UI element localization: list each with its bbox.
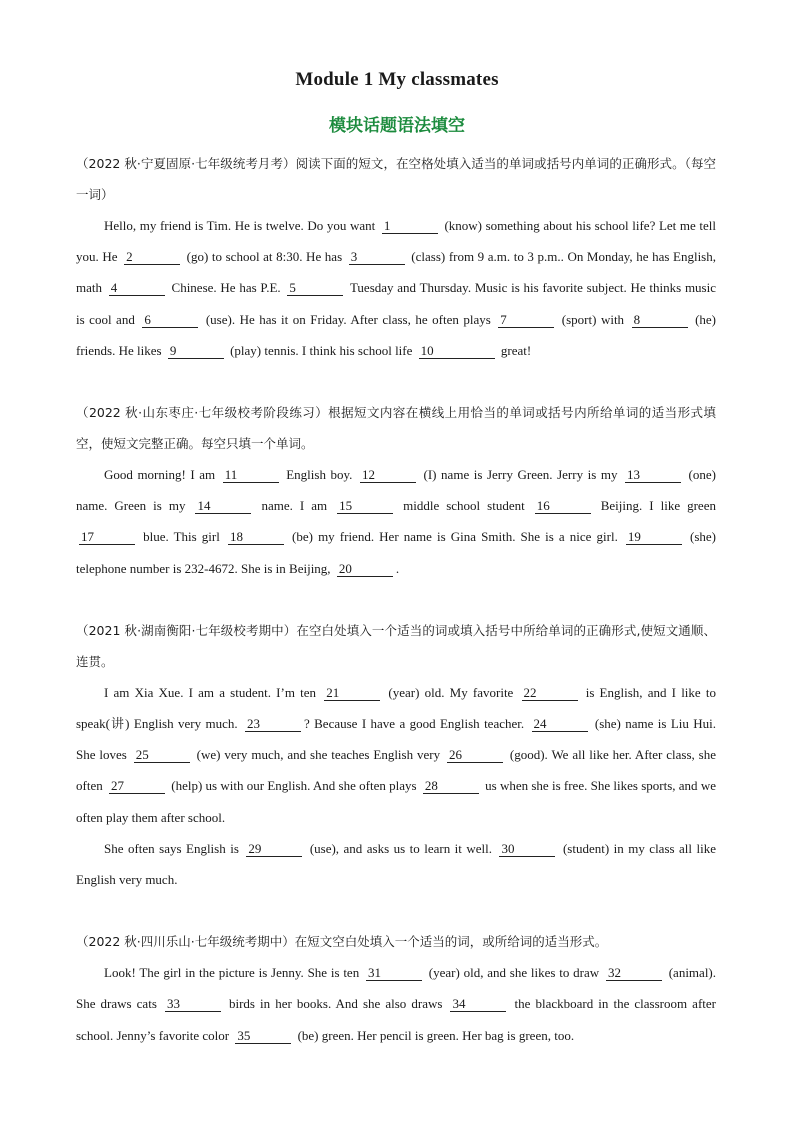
passage-paragraph (76, 833, 716, 895)
passage-text: Tuesday and Thursday. Music is his favorite subject. He thinks music is cool and (76, 280, 717, 327)
answer-blank[interactable]: 21 (324, 685, 380, 701)
passage-text: (one) name. Green is my (76, 467, 716, 514)
passage-text: I am Xia Xue. I am a student. I’m ten (104, 684, 322, 700)
passage-paragraph (76, 459, 716, 584)
passage-text: (use), and asks us to learn it well. (305, 840, 497, 856)
answer-blank[interactable]: 6 (142, 312, 198, 328)
passage-text: Hello, my friend is Tim. He is twelve. Do you want (104, 218, 379, 233)
exercise-section (76, 148, 716, 366)
answer-blank[interactable]: 29 (246, 841, 302, 857)
answer-blank[interactable]: 4 (109, 280, 165, 296)
answer-blank[interactable]: 28 (423, 778, 479, 794)
answer-blank[interactable]: 5 (287, 280, 343, 296)
answer-blank[interactable]: 32 (606, 965, 662, 981)
passage-text: (class) from 9 a.m. to 3 p.m.. On Monday, he has English, math (76, 249, 716, 296)
answer-blank[interactable]: 12 (360, 467, 416, 483)
passage-text: (he) friends. He likes (76, 311, 716, 358)
answer-blank[interactable]: 9 (168, 343, 224, 359)
passage-text: (we) very much, and she teaches English very (192, 747, 444, 763)
section-instructions: （2021 秋·湖南衡阳·七年级校考期中）在空白处填入一个适当的词或填入括号中所给单词的正确形式,使短文通顺、连贯。 (76, 622, 716, 669)
exercise-section (76, 926, 716, 1051)
passage-text: Chinese. He has P.E. (167, 280, 285, 296)
passage-text: (she) telephone number is 232-4672. She is in Beijing, (76, 529, 717, 576)
passage-text: English boy. (281, 467, 357, 483)
passage-text: (she) name is Liu Hui. She loves (76, 716, 716, 763)
answer-blank[interactable]: 7 (498, 312, 554, 328)
passage-text: name. I am (254, 498, 335, 514)
passage-text: (be) green. Her pencil is green. Her bag is green, too. (294, 1027, 575, 1043)
passage-text: (animal). She draws cats (76, 965, 717, 1012)
answer-blank[interactable]: 3 (349, 249, 405, 265)
passage-text: Look! The girl in the picture is Jenny. She is ten (104, 965, 363, 981)
passage-text: (I) name is Jerry Green. Jerry is my (418, 467, 622, 483)
answer-blank[interactable]: 18 (228, 529, 284, 545)
passage-text: (sport) with (557, 311, 629, 327)
answer-blank[interactable]: 19 (626, 529, 682, 545)
passage-paragraph (76, 957, 716, 1051)
answer-blank[interactable]: 31 (366, 965, 422, 981)
answer-blank[interactable]: 13 (625, 467, 681, 483)
passage-paragraph (76, 210, 716, 366)
passage-text: great! (497, 342, 532, 358)
passage-text: birds in her books. And she also draws (223, 996, 448, 1012)
passage-text: . (395, 560, 400, 576)
answer-blank[interactable]: 15 (337, 498, 393, 514)
passage-text: Good morning! I am (104, 467, 220, 483)
exercise-section (76, 615, 716, 895)
passage-paragraph (76, 677, 716, 833)
answer-blank[interactable]: 20 (337, 561, 393, 577)
passage-text: She often says English is (104, 840, 244, 856)
passage-text: (be) my friend. Her name is Gina Smith. She is a nice girl. (286, 529, 623, 545)
passage-text: ? Because I have a good English teacher. (303, 716, 529, 732)
answer-blank[interactable]: 25 (134, 747, 190, 763)
passage-text: (good). We all like her. After class, she often (76, 747, 716, 794)
passage-text: (help) us with our English. And she often plays (167, 778, 420, 794)
answer-blank[interactable]: 11 (223, 467, 279, 483)
answer-blank[interactable]: 22 (522, 685, 578, 701)
answer-blank[interactable]: 8 (632, 312, 688, 328)
passage-text: us when she is free. She likes sports, and we often play them after school. (76, 778, 716, 825)
passage-text: (year) old, and she likes to draw (425, 965, 603, 981)
passage-text: Beijing. I like green (593, 498, 716, 514)
answer-blank[interactable]: 23 (245, 716, 301, 732)
passage-text: the blackboard in the classroom after school. Jenny’s favorite color (76, 996, 716, 1043)
answer-blank[interactable]: 10 (419, 343, 495, 359)
page-title: Module 1 My classmates (295, 69, 499, 90)
section-instructions: （2022 秋·宁夏固原·七年级统考月考）阅读下面的短文，在空格处填入适当的单词或括号内单词的正确形式。（每空一词） (76, 156, 716, 202)
exercise-section (76, 397, 716, 584)
exercise-content (76, 148, 716, 1082)
passage-text: (go) to school at 8:30. He has (183, 249, 346, 265)
passage-text: (student) in my class all like English very much. (76, 840, 716, 888)
passage-text: (use). He has it on Friday. After class, he often plays (201, 311, 496, 327)
answer-blank[interactable]: 26 (447, 747, 503, 763)
passage-text: is English, and I like to speak(讲) English very much. (76, 684, 716, 732)
passage-text: (year) old. My favorite (383, 684, 519, 700)
answer-blank[interactable]: 30 (499, 841, 555, 857)
answer-blank[interactable]: 33 (165, 996, 221, 1012)
passage-text: (know) something about his school life? Let me tell you. He (76, 218, 716, 265)
passage-text: blue. This girl (138, 529, 225, 545)
answer-blank[interactable]: 35 (235, 1028, 291, 1044)
answer-blank[interactable]: 27 (109, 778, 165, 794)
answer-blank[interactable]: 24 (532, 716, 588, 732)
answer-blank[interactable]: 34 (450, 996, 506, 1012)
passage-text: (play) tennis. I think his school life (226, 342, 416, 358)
answer-blank[interactable]: 1 (382, 218, 438, 234)
answer-blank[interactable]: 16 (535, 498, 591, 514)
section-instructions: （2022 秋·山东枣庄·七年级校考阶段练习）根据短文内容在横线上用恰当的单词或括号内所给单词的适当形式填空，使短文完整正确。每空只填一个单词。 (76, 405, 716, 452)
section-instructions: （2022 秋·四川乐山·七年级统考期中）在短文空白处填入一个适当的词，或所给词的适当形式。 (76, 934, 608, 950)
answer-blank[interactable]: 14 (195, 498, 251, 514)
answer-blank[interactable]: 2 (124, 249, 180, 265)
answer-blank[interactable]: 17 (79, 529, 135, 545)
passage-text: middle school student (396, 498, 532, 514)
page-subtitle: 模块话题语法填空 (329, 116, 465, 136)
